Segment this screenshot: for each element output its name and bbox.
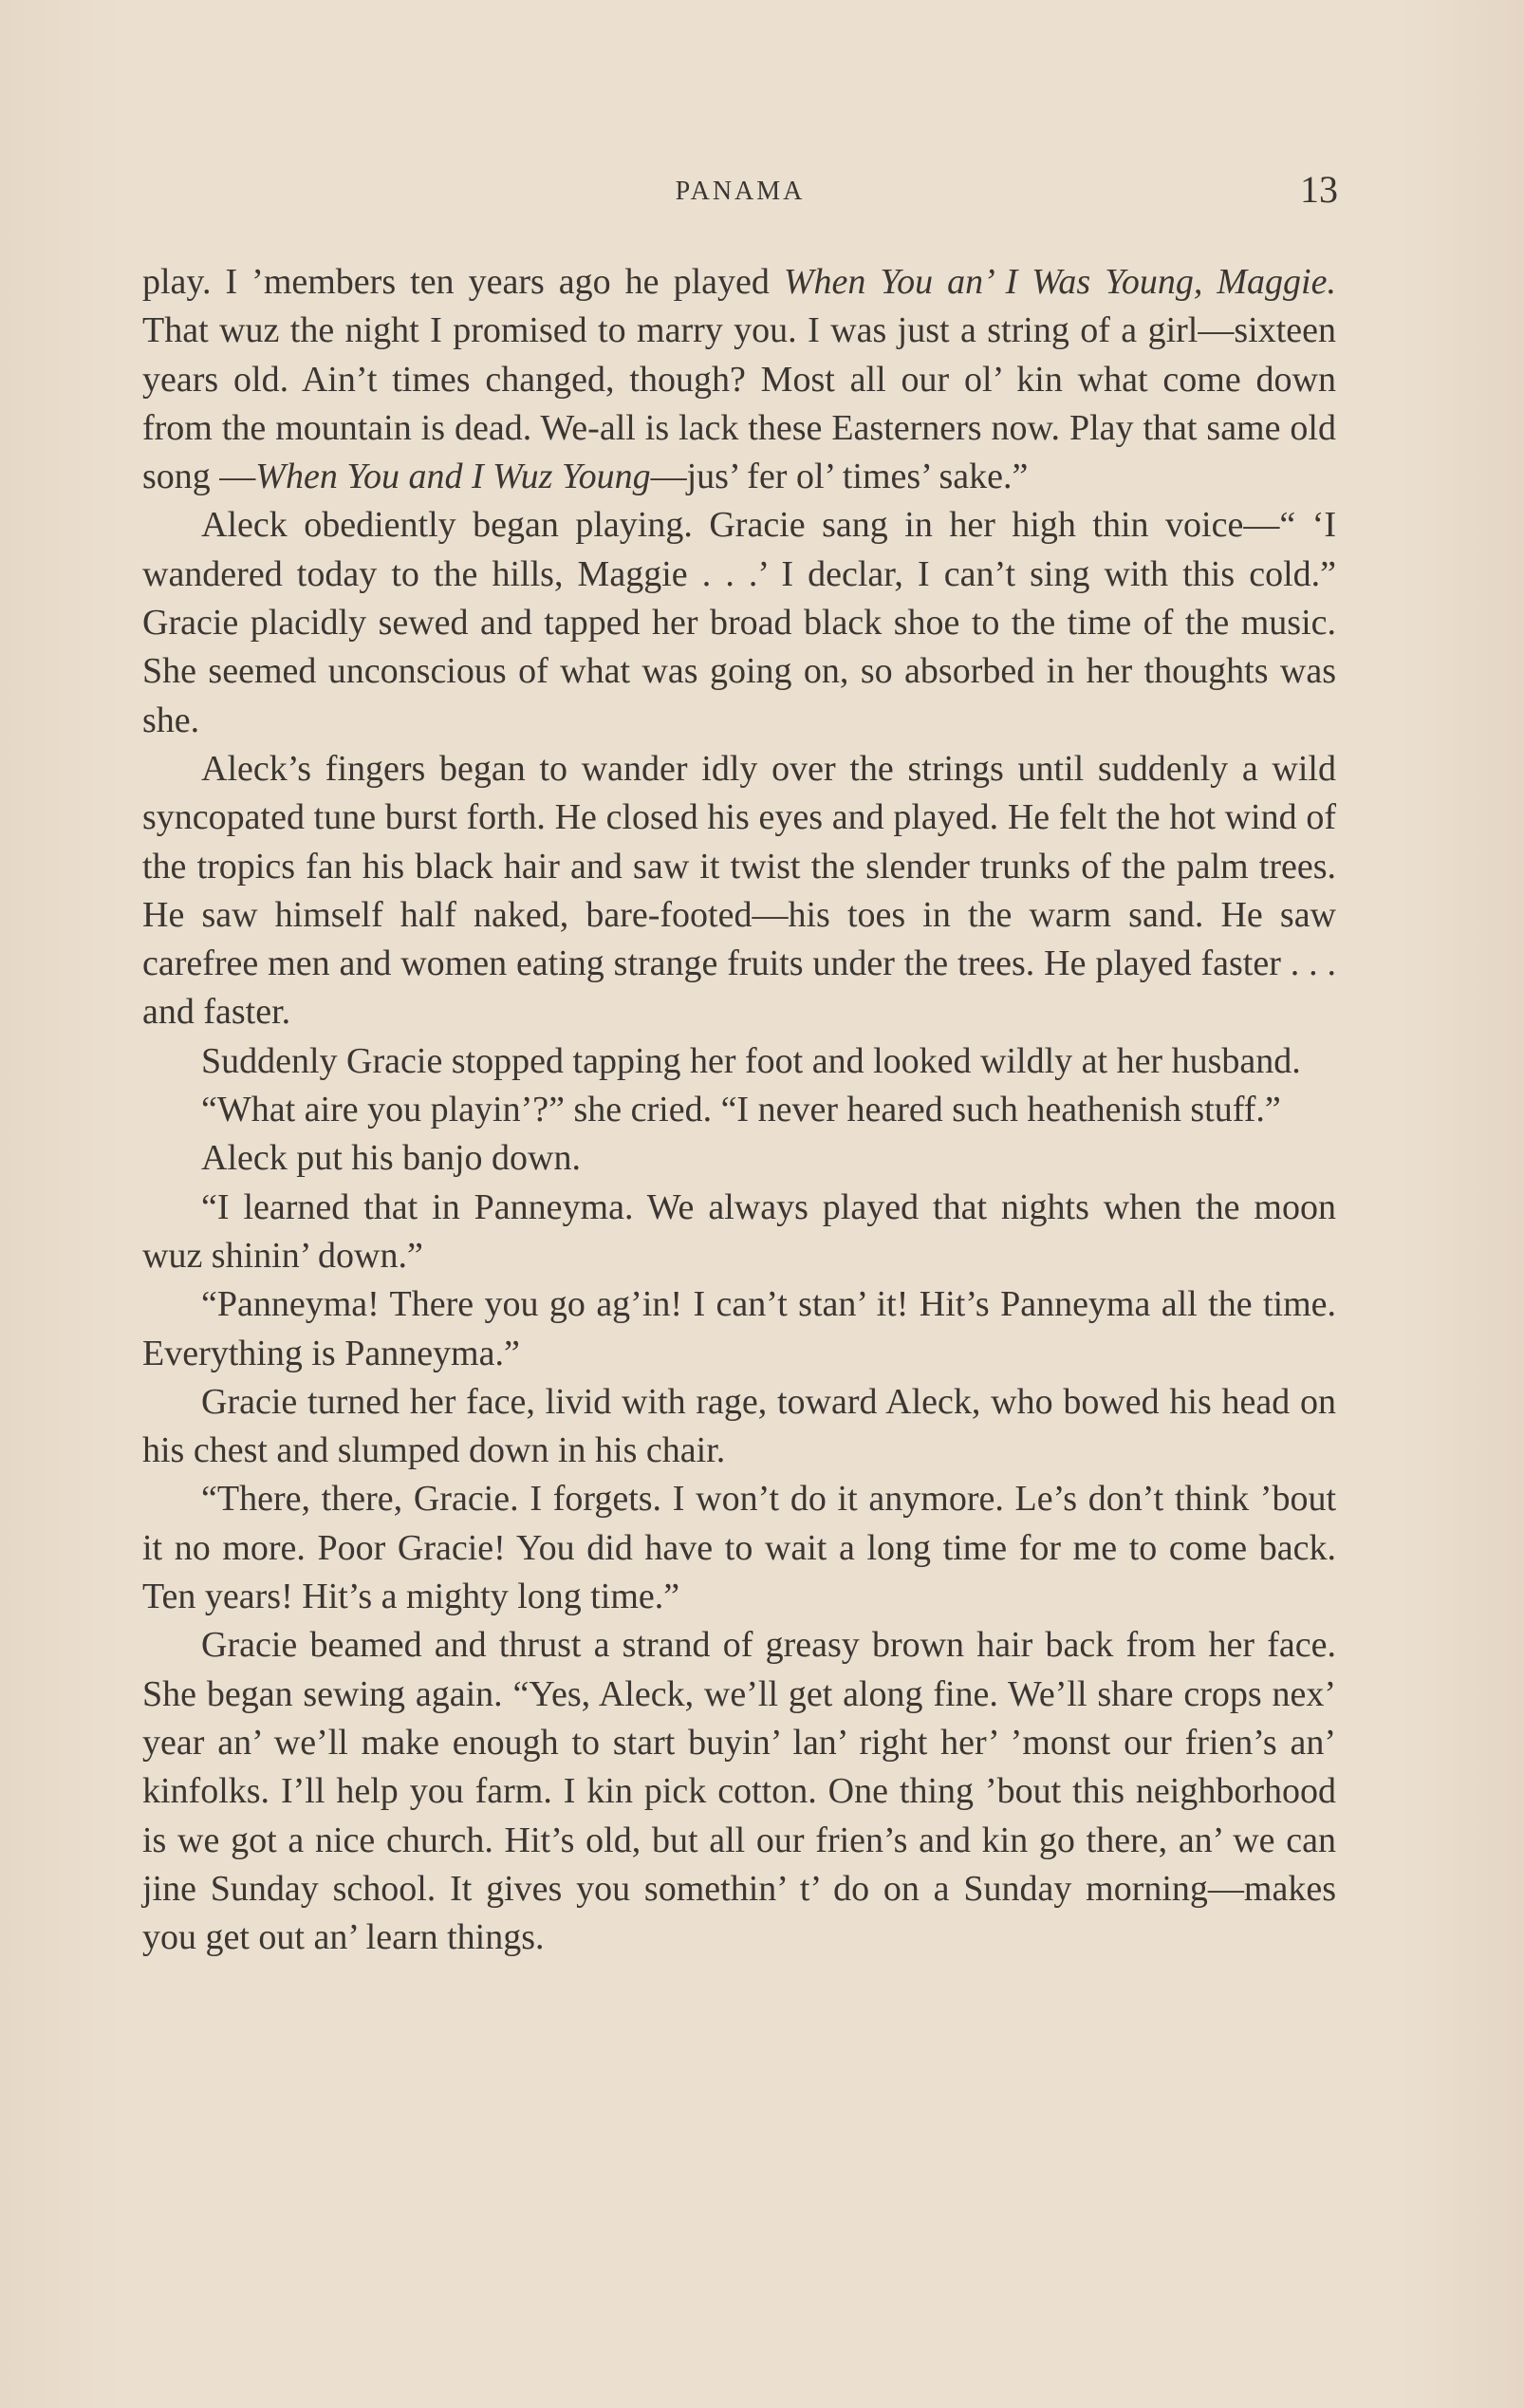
paragraph-text: Aleck’s fingers began to wander idly over the strings until suddenly a wild syncopated tune burst forth. He closed his eyes and played. He felt the hot wind of the tropics fan his black hair and saw it twist the slender trunks of the palm trees. He saw himself half naked, bare-footed—his toes in the warm sand. He saw carefree men and women eating strange fruits under the trees. He played faster . . . and faster. <box>142 748 1336 1033</box>
paragraph <box>142 745 1336 1037</box>
body-text <box>142 258 1336 1962</box>
paragraph-text: Gracie turned her face, livid with rage, toward Aleck, who bowed his head on his chest and slumped down in his chair. <box>142 1381 1336 1471</box>
paragraph <box>142 1184 1336 1281</box>
paragraph <box>142 1621 1336 1962</box>
paragraph <box>142 1280 1336 1378</box>
paragraph <box>142 501 1336 744</box>
running-head <box>142 167 1338 216</box>
paragraph <box>142 1134 1336 1183</box>
paragraph-text: Suddenly Gracie stopped tapping her foot and looked wildly at her husband. <box>201 1040 1301 1081</box>
italic-title-text: When You an’ I Was Young, Maggie. <box>783 262 1336 302</box>
paragraph-text: Aleck put his banjo down. <box>201 1138 582 1179</box>
italic-title-text: When You and I Wuz Young <box>255 457 651 497</box>
paragraph-text: —jus’ fer ol’ times’ sake.” <box>650 457 1029 497</box>
paragraph-text: “Panneyma! There you go ag’in! I can’t stan’ it! Hit’s Panneyma all the time. Everything is Panneyma.” <box>142 1284 1336 1373</box>
paragraph-text: “What aire you playin’?” she cried. “I never heared such heathenish stuff.” <box>201 1090 1281 1130</box>
paragraph-text: play. I ’members ten years ago he played <box>142 262 784 302</box>
page-number: 13 <box>1300 168 1338 211</box>
running-title: PANAMA <box>675 177 806 206</box>
paragraph <box>142 1037 1336 1086</box>
paragraph <box>142 258 1336 501</box>
paragraph <box>142 1086 1336 1134</box>
paragraph-text: “There, there, Gracie. I forgets. I won’t do it anymore. Le’s don’t think ’bout it no more. Poor Gracie! You did have to wait a long time for me to come back. Ten years! Hit’s a mighty long time.” <box>142 1479 1336 1617</box>
paragraph-text: Aleck obediently began playing. Gracie sang in her high thin voice—“ ‘I wandered today to the hills, Maggie . . .’ I declar, I can’t sing with this cold.” Gracie placidly sewed and tapped her broad black shoe to the time of the music. She seemed unconscious of what was going on, so absorbed in her thoughts was she. <box>142 505 1336 740</box>
paragraph <box>142 1475 1336 1621</box>
paragraph <box>142 1378 1336 1476</box>
paragraph-text: That wuz the night I promised to marry you. I was just a string of a girl—sixteen years old. Ain’t times changed, though? Most all our ol’ kin what come down from the mountain is dead. We-all is lack these Easterners now. Play that same old song — <box>142 310 1336 497</box>
paragraph-text: Gracie beamed and thrust a strand of greasy brown hair back from her face. She began sewing again. “Yes, Aleck, we’ll get along fine. We’ll share crops nex’ year an’ we’ll make enough to start buyin’ lan’ right her’ ’monst our frien’s an’ kinfolks. I’ll help you farm. I kin pick cotton. One thing ’bout this neighborhood is we got a nice church. Hit’s old, but all our frien’s and kin go there, an’ we can jine Sunday school. It gives you somethin’ t’ do on a Sunday morning—makes you get out an’ learn things. <box>142 1625 1336 1958</box>
paragraph-text: “I learned that in Panneyma. We always played that nights when the moon wuz shinin’ down.” <box>142 1186 1336 1276</box>
